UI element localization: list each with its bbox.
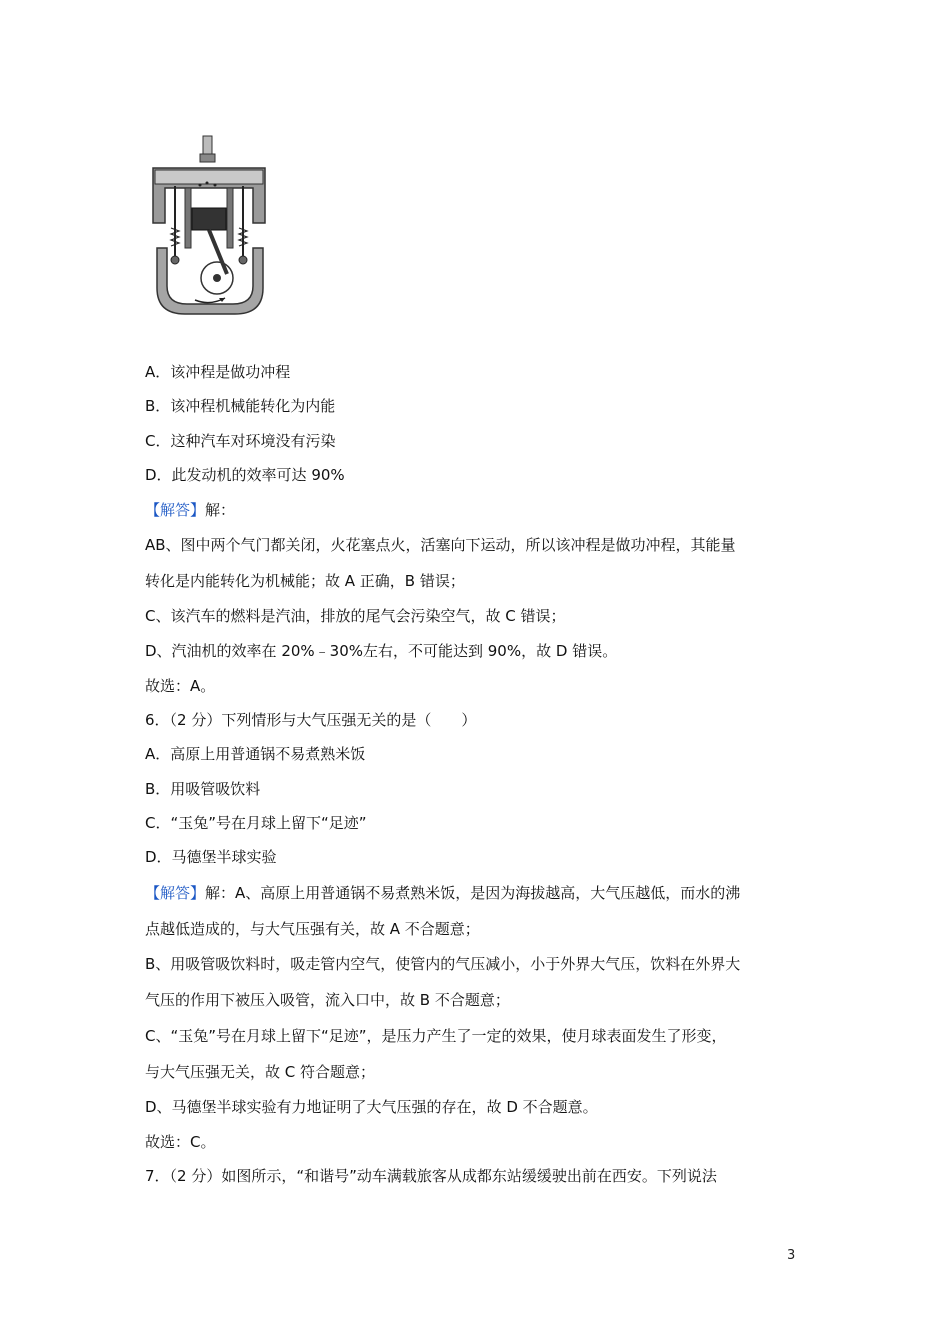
answer-line: 转化是内能转化为机械能；故 A 正确，B 错误；: [145, 572, 465, 590]
answer-choice: 故选：A。: [145, 677, 216, 695]
option-b: B．用吸管吸饮料: [145, 780, 261, 798]
answer-heading: [145, 500, 235, 520]
answer-line: D、马德堡半球实验有力地证明了大气压强的存在，故 D 不合题意。: [145, 1098, 598, 1116]
question-6: 6．（2 分）下列情形与大气压强无关的是（ ）: [145, 711, 477, 729]
option-c: C．“玉兔”号在月球上留下“足迹”: [145, 814, 367, 832]
answer-line: 气压的作用下被压入吸管，流入口中，故 B 不合题意；: [145, 991, 510, 1009]
answer-line: D、汽油机的效率在 20%﹣30%左右，不可能达到 90%，故 D 错误。: [145, 642, 618, 660]
answer-heading: [145, 883, 740, 903]
answer-line: B、用吸管吸饮料时，吸走管内空气，使管内的气压减小，小于外界大气压，饮料在外界大: [145, 955, 741, 973]
option-a: A．该冲程是做功冲程: [145, 363, 291, 381]
answer-line: 点越低造成的，与大气压强有关，故 A 不合题意；: [145, 920, 480, 938]
engine-diagram: [145, 128, 275, 320]
option-c: C．这种汽车对环境没有污染: [145, 432, 336, 450]
page-number: 3: [787, 1248, 796, 1263]
answer-tag: 【解答】: [145, 884, 206, 902]
answer-line: C、该汽车的燃料是汽油，排放的尾气会污染空气，故 C 错误；: [145, 607, 566, 625]
answer-line: AB、图中两个气门都关闭，火花塞点火，活塞向下运动，所以该冲程是做功冲程，其能量: [145, 536, 736, 554]
question-7: 7．（2 分）如图所示，“和谐号”动车满载旅客从成都东站缓缓驶出前在西安。下列说法: [145, 1167, 717, 1185]
answer-text: 解：A、高原上用普通锅不易煮熟米饭，是因为海拔越高，大气压越低，而水的沸: [205, 884, 741, 902]
option-a: A．高原上用普通锅不易煮熟米饭: [145, 745, 366, 763]
option-b: B．该冲程机械能转化为内能: [145, 397, 336, 415]
option-d: D．此发动机的效率可达 90%: [145, 466, 345, 484]
answer-choice: 故选：C。: [145, 1133, 216, 1151]
option-d: D．马德堡半球实验: [145, 848, 277, 866]
answer-line: C、“玉兔”号在月球上留下“足迹”，是压力产生了一定的效果，使月球表面发生了形变，: [145, 1027, 727, 1045]
answer-line: 与大气压强无关，故 C 符合题意；: [145, 1063, 376, 1081]
answer-text: 解：: [205, 501, 236, 519]
answer-tag: 【解答】: [145, 501, 206, 519]
